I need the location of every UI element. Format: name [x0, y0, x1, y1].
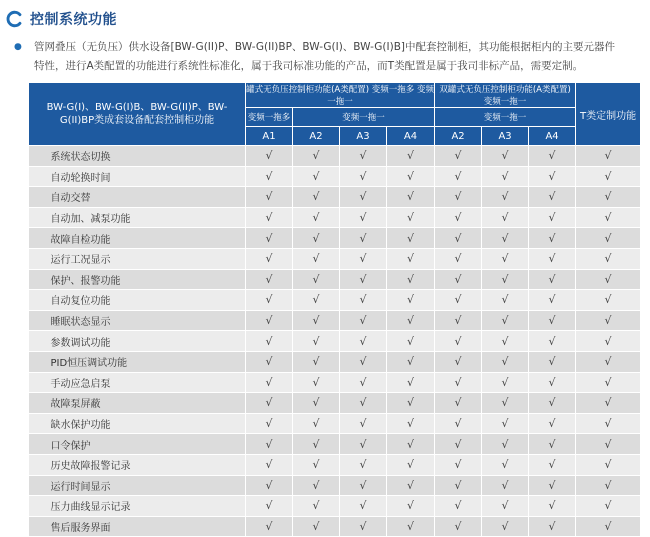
bullet-icon: ●	[14, 42, 22, 52]
check-mark: √	[529, 372, 576, 393]
check-mark: √	[340, 269, 387, 290]
check-mark: √	[340, 331, 387, 352]
function-name: 睡眠状态显示	[29, 310, 246, 331]
check-mark: √	[246, 413, 293, 434]
check-mark: √	[482, 248, 529, 269]
table-row	[29, 290, 641, 311]
check-mark: √	[576, 496, 641, 517]
check-mark: √	[482, 146, 529, 167]
function-table	[28, 82, 641, 537]
check-mark: √	[576, 351, 641, 372]
check-mark: √	[246, 187, 293, 208]
check-mark: √	[387, 372, 435, 393]
table-row	[29, 331, 641, 352]
check-mark: √	[529, 434, 576, 455]
table-row	[29, 187, 641, 208]
check-mark: √	[387, 290, 435, 311]
check-mark: √	[387, 207, 435, 228]
table-row	[29, 454, 641, 475]
check-mark: √	[387, 475, 435, 496]
header-group-2-sub: 变频一拖一	[435, 108, 576, 127]
table-row	[29, 228, 641, 249]
check-mark: √	[340, 187, 387, 208]
check-mark: √	[529, 269, 576, 290]
check-mark: √	[435, 290, 482, 311]
header-code: A2	[435, 127, 482, 146]
check-mark: √	[387, 454, 435, 475]
check-mark: √	[482, 434, 529, 455]
check-mark: √	[482, 166, 529, 187]
check-mark: √	[293, 146, 340, 167]
intro-line-2: 特性，进行A类配置的功能进行系统性标准化，属于我司标准功能的产品，而T类配置是属于我司非标产品，需要定制。	[34, 60, 584, 72]
check-mark: √	[293, 351, 340, 372]
check-mark: √	[293, 290, 340, 311]
check-mark: √	[529, 310, 576, 331]
check-mark: √	[387, 269, 435, 290]
check-mark: √	[576, 475, 641, 496]
check-mark: √	[576, 290, 641, 311]
check-mark: √	[340, 207, 387, 228]
check-mark: √	[482, 228, 529, 249]
check-mark: √	[529, 290, 576, 311]
table-row	[29, 166, 641, 187]
check-mark: √	[435, 187, 482, 208]
table-row	[29, 434, 641, 455]
check-mark: √	[340, 434, 387, 455]
check-mark: √	[576, 434, 641, 455]
function-name: 故障泵屏蔽	[29, 393, 246, 414]
check-mark: √	[482, 331, 529, 352]
table-row	[29, 496, 641, 517]
check-mark: √	[435, 475, 482, 496]
function-name: 历史故障报警记录	[29, 454, 246, 475]
check-mark: √	[340, 310, 387, 331]
check-mark: √	[340, 228, 387, 249]
check-mark: √	[435, 207, 482, 228]
table-row	[29, 516, 641, 537]
check-mark: √	[246, 228, 293, 249]
check-mark: √	[482, 475, 529, 496]
intro-line-1: 管网叠压（无负压）供水设备[BW-G(II)P、BW-G(II)BP、BW-G(I)、BW-G(I)B]中配套控制柜，其功能根据柜内的主要元器件	[34, 41, 615, 53]
table-body	[29, 146, 641, 537]
check-mark: √	[387, 187, 435, 208]
intro-paragraph	[14, 38, 640, 76]
check-mark: √	[246, 434, 293, 455]
header-code: A2	[293, 127, 340, 146]
check-mark: √	[246, 372, 293, 393]
header-code: A3	[340, 127, 387, 146]
check-mark: √	[482, 393, 529, 414]
header-group-1: 罐式无负压控制柜功能(A类配置) 变频一拖多 变频一拖一	[246, 83, 435, 108]
check-mark: √	[387, 146, 435, 167]
check-mark: √	[293, 454, 340, 475]
check-mark: √	[387, 331, 435, 352]
check-mark: √	[293, 496, 340, 517]
check-mark: √	[293, 166, 340, 187]
check-mark: √	[387, 393, 435, 414]
check-mark: √	[435, 413, 482, 434]
section-c-icon	[6, 10, 24, 28]
check-mark: √	[576, 310, 641, 331]
check-mark: √	[340, 351, 387, 372]
check-mark: √	[482, 290, 529, 311]
check-mark: √	[293, 207, 340, 228]
function-name: 自动复位功能	[29, 290, 246, 311]
function-name: 口令保护	[29, 434, 246, 455]
check-mark: √	[435, 434, 482, 455]
check-mark: √	[435, 496, 482, 517]
check-mark: √	[340, 496, 387, 517]
check-mark: √	[293, 393, 340, 414]
check-mark: √	[340, 248, 387, 269]
check-mark: √	[576, 207, 641, 228]
check-mark: √	[340, 516, 387, 537]
function-name: 运行时间显示	[29, 475, 246, 496]
header-code: A1	[246, 127, 293, 146]
check-mark: √	[246, 207, 293, 228]
check-mark: √	[435, 228, 482, 249]
check-mark: √	[529, 166, 576, 187]
check-mark: √	[246, 331, 293, 352]
check-mark: √	[293, 372, 340, 393]
check-mark: √	[435, 331, 482, 352]
check-mark: √	[246, 496, 293, 517]
check-mark: √	[482, 207, 529, 228]
check-mark: √	[246, 269, 293, 290]
check-mark: √	[293, 516, 340, 537]
header-group-2: 双罐式无负压控制柜功能(A类配置) 变频一拖一	[435, 83, 576, 108]
check-mark: √	[576, 454, 641, 475]
check-mark: √	[529, 187, 576, 208]
function-name: 自动加、减泵功能	[29, 207, 246, 228]
check-mark: √	[387, 516, 435, 537]
check-mark: √	[576, 331, 641, 352]
check-mark: √	[340, 454, 387, 475]
check-mark: √	[246, 166, 293, 187]
check-mark: √	[293, 331, 340, 352]
check-mark: √	[293, 475, 340, 496]
check-mark: √	[435, 351, 482, 372]
check-mark: √	[529, 475, 576, 496]
check-mark: √	[387, 351, 435, 372]
check-mark: √	[387, 413, 435, 434]
check-mark: √	[246, 290, 293, 311]
table-row	[29, 310, 641, 331]
header-code: A4	[529, 127, 576, 146]
check-mark: √	[482, 187, 529, 208]
check-mark: √	[340, 393, 387, 414]
check-mark: √	[529, 351, 576, 372]
header-group-1-sub-2: 变频一拖一	[293, 108, 435, 127]
table-row	[29, 146, 641, 167]
header-main: BW-G(I)、BW-G(I)B、BW-G(II)P、BW-G(II)BP类成套设备配套控制柜功能	[29, 83, 246, 146]
check-mark: √	[340, 413, 387, 434]
check-mark: √	[293, 248, 340, 269]
check-mark: √	[576, 146, 641, 167]
function-name: 手动应急启泵	[29, 372, 246, 393]
header-t-column: T类定制功能	[576, 83, 641, 146]
check-mark: √	[529, 413, 576, 434]
check-mark: √	[529, 331, 576, 352]
check-mark: √	[435, 454, 482, 475]
check-mark: √	[340, 290, 387, 311]
check-mark: √	[529, 454, 576, 475]
table-row	[29, 413, 641, 434]
check-mark: √	[246, 248, 293, 269]
check-mark: √	[435, 146, 482, 167]
function-name: 压力曲线显示记录	[29, 496, 246, 517]
section-title: 控制系统功能	[30, 12, 117, 28]
check-mark: √	[340, 166, 387, 187]
check-mark: √	[387, 434, 435, 455]
check-mark: √	[529, 516, 576, 537]
check-mark: √	[529, 496, 576, 517]
check-mark: √	[482, 351, 529, 372]
table-row	[29, 269, 641, 290]
check-mark: √	[576, 187, 641, 208]
check-mark: √	[435, 516, 482, 537]
check-mark: √	[482, 269, 529, 290]
check-mark: √	[293, 269, 340, 290]
check-mark: √	[576, 269, 641, 290]
check-mark: √	[246, 146, 293, 167]
check-mark: √	[482, 454, 529, 475]
check-mark: √	[529, 146, 576, 167]
function-name: 自动交替	[29, 187, 246, 208]
check-mark: √	[482, 310, 529, 331]
check-mark: √	[435, 166, 482, 187]
function-name: 缺水保护功能	[29, 413, 246, 434]
check-mark: √	[435, 372, 482, 393]
check-mark: √	[387, 248, 435, 269]
table-row	[29, 248, 641, 269]
table-row	[29, 207, 641, 228]
table-row	[29, 393, 641, 414]
header-code: A3	[482, 127, 529, 146]
check-mark: √	[576, 372, 641, 393]
check-mark: √	[529, 248, 576, 269]
check-mark: √	[246, 454, 293, 475]
check-mark: √	[387, 166, 435, 187]
check-mark: √	[482, 516, 529, 537]
check-mark: √	[576, 248, 641, 269]
check-mark: √	[435, 248, 482, 269]
check-mark: √	[340, 146, 387, 167]
check-mark: √	[340, 372, 387, 393]
check-mark: √	[246, 516, 293, 537]
check-mark: √	[387, 310, 435, 331]
function-name: 保护、报警功能	[29, 269, 246, 290]
check-mark: √	[482, 372, 529, 393]
check-mark: √	[387, 228, 435, 249]
function-name: 自动轮换时间	[29, 166, 246, 187]
check-mark: √	[293, 434, 340, 455]
check-mark: √	[435, 393, 482, 414]
check-mark: √	[246, 310, 293, 331]
check-mark: √	[576, 166, 641, 187]
header-group-1-sub-1: 变频一拖多	[246, 108, 293, 127]
check-mark: √	[246, 475, 293, 496]
section-header	[6, 8, 117, 30]
check-mark: √	[246, 393, 293, 414]
header-code: A4	[387, 127, 435, 146]
function-name: PID恒压调试功能	[29, 351, 246, 372]
check-mark: √	[529, 393, 576, 414]
check-mark: √	[340, 475, 387, 496]
check-mark: √	[293, 228, 340, 249]
function-name: 系统状态切换	[29, 146, 246, 167]
table-row	[29, 372, 641, 393]
check-mark: √	[482, 496, 529, 517]
check-mark: √	[576, 228, 641, 249]
table-row	[29, 351, 641, 372]
check-mark: √	[435, 310, 482, 331]
check-mark: √	[576, 516, 641, 537]
check-mark: √	[576, 393, 641, 414]
check-mark: √	[293, 187, 340, 208]
check-mark: √	[387, 496, 435, 517]
check-mark: √	[529, 207, 576, 228]
check-mark: √	[293, 413, 340, 434]
function-name: 参数调试功能	[29, 331, 246, 352]
check-mark: √	[293, 310, 340, 331]
check-mark: √	[435, 269, 482, 290]
function-name: 故障自检功能	[29, 228, 246, 249]
check-mark: √	[482, 413, 529, 434]
function-name: 运行工况显示	[29, 248, 246, 269]
check-mark: √	[576, 413, 641, 434]
table-row	[29, 475, 641, 496]
check-mark: √	[529, 228, 576, 249]
check-mark: √	[246, 351, 293, 372]
function-name: 售后服务界面	[29, 516, 246, 537]
